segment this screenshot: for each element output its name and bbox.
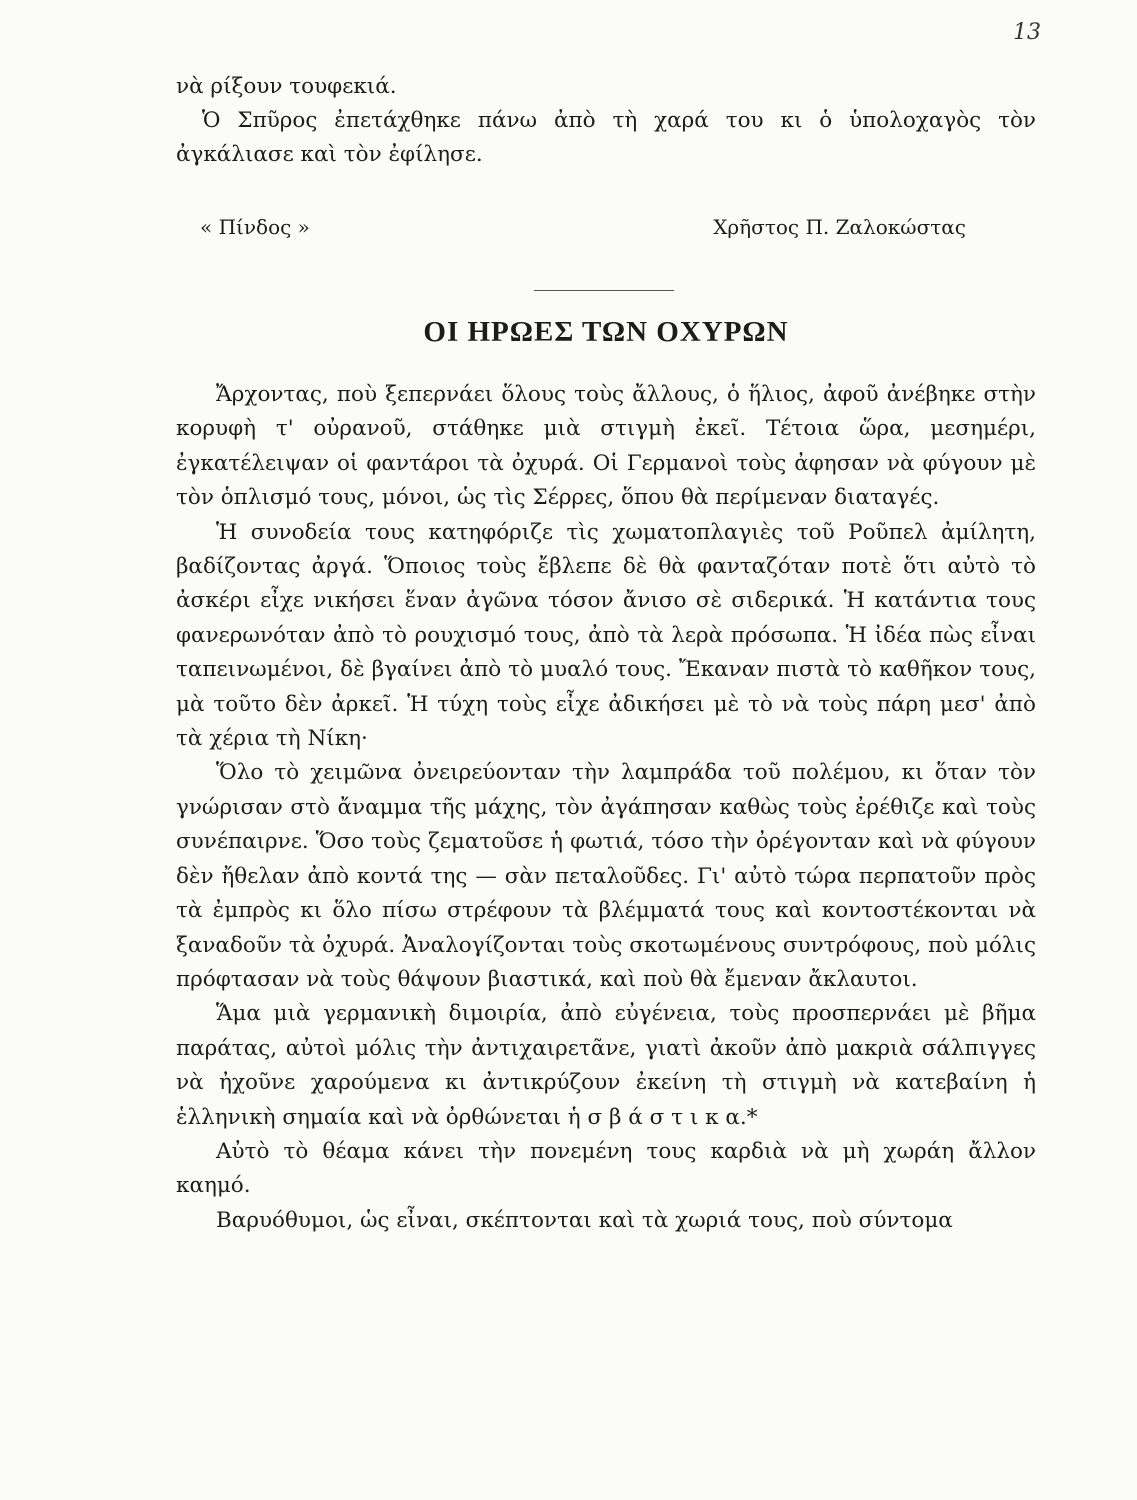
author-name: Χρῆστος Π. Ζαλοκώστας <box>713 215 966 239</box>
prelude-line: νὰ ρίξουν τουφεκιά. <box>176 74 397 99</box>
paragraph: Ἄρχοντας, ποὺ ξεπερνάει ὅλους τοὺς ἄλλους, ὁ ἥλιος, ἀφοῦ ἀνέβηκε στὴν κορυφὴ τ' οὐρανοῦ, στάθηκε μιὰ στιγμὴ ἐκεῖ. Τέτοια ὥρα, μεσημέρι, ἐγκατέλειψαν οἱ φαντάροι τὰ ὀχυρά. Οἱ Γερμανοὶ τοὺς ἀφησαν νὰ φύγουν μὲ τὸν ὁπλισμό τους, μόνοι, ὡς τὶς Σέρρες, ὅπου θὰ περίμεναν διαταγές. <box>176 382 1036 511</box>
page-number: 13 <box>1013 20 1041 45</box>
article-body <box>176 378 1036 1238</box>
prelude-text <box>176 70 1036 172</box>
paragraph: Βαρυόθυμοι, ὡς εἶναι, σκέπτονται καὶ τὰ χωριά τους, ποὺ σύντομα <box>216 1207 953 1233</box>
signature-line <box>200 212 966 242</box>
source-name: « Πίνδος » <box>200 215 310 239</box>
prelude-paragraph: Ὁ Σπῦρος ἐπετάχθηκε πάνω ἀπὸ τὴ χαρά του κι ὁ ὑπολοχαγὸς τὸν ἀγκάλιασε καὶ τὸν ἐφίλησε. <box>176 108 1036 167</box>
paragraph: Αὐτὸ τὸ θέαμα κάνει τὴν πονεμένη τους καρδιὰ νὰ μὴ χωράη ἄλλον καημό. <box>176 1138 1036 1199</box>
paragraph: Ἡ συνοδεία τους κατηφόριζε τὶς χωματοπλαγιὲς τοῦ Ροῦπελ ἀμίλητη, βαδίζοντας ἀργά. Ὅποιος τοὺς ἔβλεπε δὲ θὰ φανταζόταν ποτὲ ὅτι αὐτὸ τὸ ἀσκέρι εἶχε νικήσει ἕναν ἀγῶνα τόσον ἄνισο σὲ σιδερικά. Ἡ κατάντια τους φανερωνόταν ἀπὸ τὸ ρουχισμό τους, ἀπὸ τὰ λερὰ πρόσωπα. Ἡ ἰδέα πὼς εἶναι ταπεινωμένοι, δὲ βγαίνει ἀπὸ τὸ μυαλό τους. Ἔκαναν πιστὰ τὸ καθῆκον τους, μὰ τοῦτο δὲν ἀρκεῖ. Ἡ τύχη τοὺς εἶχε ἀδικήσει μὲ τὸ νὰ τοὺς πάρη μεσ' ἀπὸ τὰ χέρια τὴ Νίκη· <box>176 519 1036 752</box>
paragraph: Ἅμα μιὰ γερμανικὴ διμοιρία, ἀπὸ εὐγένεια, τοὺς προσπερνάει μὲ βῆμα παράτας, αὐτοὶ μόλις τὴν ἀντιχαιρετᾶνε, γιατὶ ἀκοῦν ἀπὸ μακριὰ σάλπιγγες νὰ ἠχοῦνε χαρούμενα κι ἀντικρύζουν ἐκείνη τὴ στιγμὴ νὰ κατεβαίνη ἡ ἑλληνικὴ σημαία καὶ νὰ ὀρθώνεται ἡ σ β ά σ τ ι κ α.* <box>176 1001 1036 1130</box>
section-divider <box>534 290 674 291</box>
paragraph: Ὅλο τὸ χειμῶνα ὀνειρεύονταν τὴν λαμπράδα τοῦ πολέμου, κι ὅταν τὸν γνώρισαν στὸ ἄναμμα τῆς μάχης, τὸν ἀγάπησαν καθὼς τοὺς ἐρέθιζε καὶ τοὺς συνέπαιρνε. Ὅσο τοὺς ζεματοῦσε ἡ φωτιά, τόσο τὴν ὀρέγονταν καὶ νὰ φύγουν δὲν ἤθελαν ἀπὸ κοντά της — σὰν πεταλοῦδες. Γι' αὐτὸ τώρα περπατοῦν πρὸς τὰ ἐμπρὸς κι ὅλο πίσω στρέφουν τὰ βλέμματά τους καὶ κοντοστέκονται νὰ ξαναδοῦν τὰ ὀχυρά. Ἀναλογίζονται τοὺς σκοτωμένους συντρόφους, ποὺ μόλις πρόφτασαν νὰ τοὺς θάψουν βιαστικά, καὶ ποὺ θὰ ἔμεναν ἄκλαυτοι. <box>176 760 1036 992</box>
article-title: ΟΙ ΗΡΩΕΣ ΤΩΝ ΟΧΥΡΩΝ <box>423 316 789 348</box>
